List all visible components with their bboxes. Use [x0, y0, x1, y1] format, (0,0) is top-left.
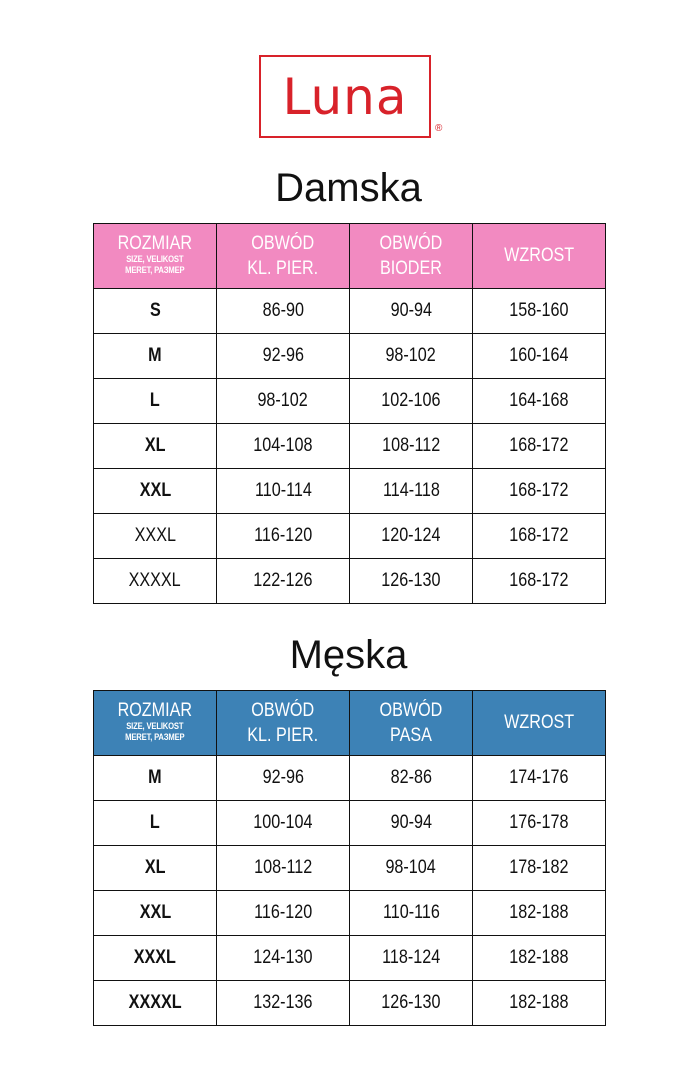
height-cell: 182-188	[473, 891, 606, 936]
hips-cell: 126-130	[350, 559, 473, 604]
header-chest: OBWÓD KL. PIER.	[217, 691, 350, 756]
table-row	[94, 891, 606, 936]
height-cell: 168-172	[473, 514, 606, 559]
women-size-table	[93, 223, 606, 604]
header-chest: OBWÓD KL. PIER.	[217, 224, 350, 289]
table-row	[94, 936, 606, 981]
chest-cell: 100-104	[217, 801, 350, 846]
height-cell: 168-172	[473, 424, 606, 469]
table-row	[94, 469, 606, 514]
chest-cell: 122-126	[217, 559, 350, 604]
size-cell: XXXXL	[94, 559, 217, 604]
height-cell: 182-188	[473, 936, 606, 981]
men-section-title: Męska	[289, 633, 408, 677]
table-row	[94, 846, 606, 891]
table-row	[94, 379, 606, 424]
chest-cell: 108-112	[217, 846, 350, 891]
size-cell: XL	[94, 846, 217, 891]
table-row	[94, 424, 606, 469]
hips-cell: 108-112	[350, 424, 473, 469]
chest-cell: 110-114	[217, 469, 350, 514]
chest-cell: 104-108	[217, 424, 350, 469]
table-row	[94, 514, 606, 559]
table-row	[94, 559, 606, 604]
hips-cell: 90-94	[350, 289, 473, 334]
chest-cell: 124-130	[217, 936, 350, 981]
size-cell: L	[94, 379, 217, 424]
table-row	[94, 289, 606, 334]
chest-cell: 116-120	[217, 514, 350, 559]
registered-mark: ®	[435, 123, 443, 134]
table-header-row	[94, 691, 606, 756]
header-size: ROZMIAR SIZE, VELIKOST MERET, РАЗМЕР	[94, 224, 217, 289]
size-cell: XL	[94, 424, 217, 469]
height-cell: 178-182	[473, 846, 606, 891]
men-size-table	[93, 690, 606, 1026]
size-cell: XXXL	[94, 936, 217, 981]
height-cell: 174-176	[473, 756, 606, 801]
waist-cell: 90-94	[350, 801, 473, 846]
waist-cell: 126-130	[350, 981, 473, 1026]
waist-cell: 82-86	[350, 756, 473, 801]
size-cell: S	[94, 289, 217, 334]
size-cell: M	[94, 334, 217, 379]
women-section-title: Damska	[275, 166, 422, 210]
table-row	[94, 981, 606, 1026]
size-cell: XXL	[94, 891, 217, 936]
height-cell: 160-164	[473, 334, 606, 379]
size-cell: XXL	[94, 469, 217, 514]
table-row	[94, 756, 606, 801]
hips-cell: 114-118	[350, 469, 473, 514]
table-header-row	[94, 224, 606, 289]
height-cell: 182-188	[473, 981, 606, 1026]
height-cell: 168-172	[473, 559, 606, 604]
size-cell: XXXXL	[94, 981, 217, 1026]
size-cell: L	[94, 801, 217, 846]
size-cell: M	[94, 756, 217, 801]
brand-logo	[259, 55, 431, 138]
chest-cell: 132-136	[217, 981, 350, 1026]
waist-cell: 98-104	[350, 846, 473, 891]
chest-cell: 116-120	[217, 891, 350, 936]
size-cell: XXXL	[94, 514, 217, 559]
height-cell: 168-172	[473, 469, 606, 514]
chest-cell: 92-96	[217, 334, 350, 379]
height-cell: 176-178	[473, 801, 606, 846]
chest-cell: 92-96	[217, 756, 350, 801]
hips-cell: 98-102	[350, 334, 473, 379]
header-height: WZROST	[473, 691, 606, 756]
header-hips: OBWÓD BIODER	[350, 224, 473, 289]
hips-cell: 120-124	[350, 514, 473, 559]
hips-cell: 102-106	[350, 379, 473, 424]
brand-logo-text: Luna	[282, 68, 408, 126]
waist-cell: 110-116	[350, 891, 473, 936]
height-cell: 164-168	[473, 379, 606, 424]
chest-cell: 98-102	[217, 379, 350, 424]
waist-cell: 118-124	[350, 936, 473, 981]
chest-cell: 86-90	[217, 289, 350, 334]
table-row	[94, 334, 606, 379]
header-waist: OBWÓD PASA	[350, 691, 473, 756]
table-row	[94, 801, 606, 846]
header-height: WZROST	[473, 224, 606, 289]
height-cell: 158-160	[473, 289, 606, 334]
header-size: ROZMIAR SIZE, VELIKOST MERET, РАЗМЕР	[94, 691, 217, 756]
